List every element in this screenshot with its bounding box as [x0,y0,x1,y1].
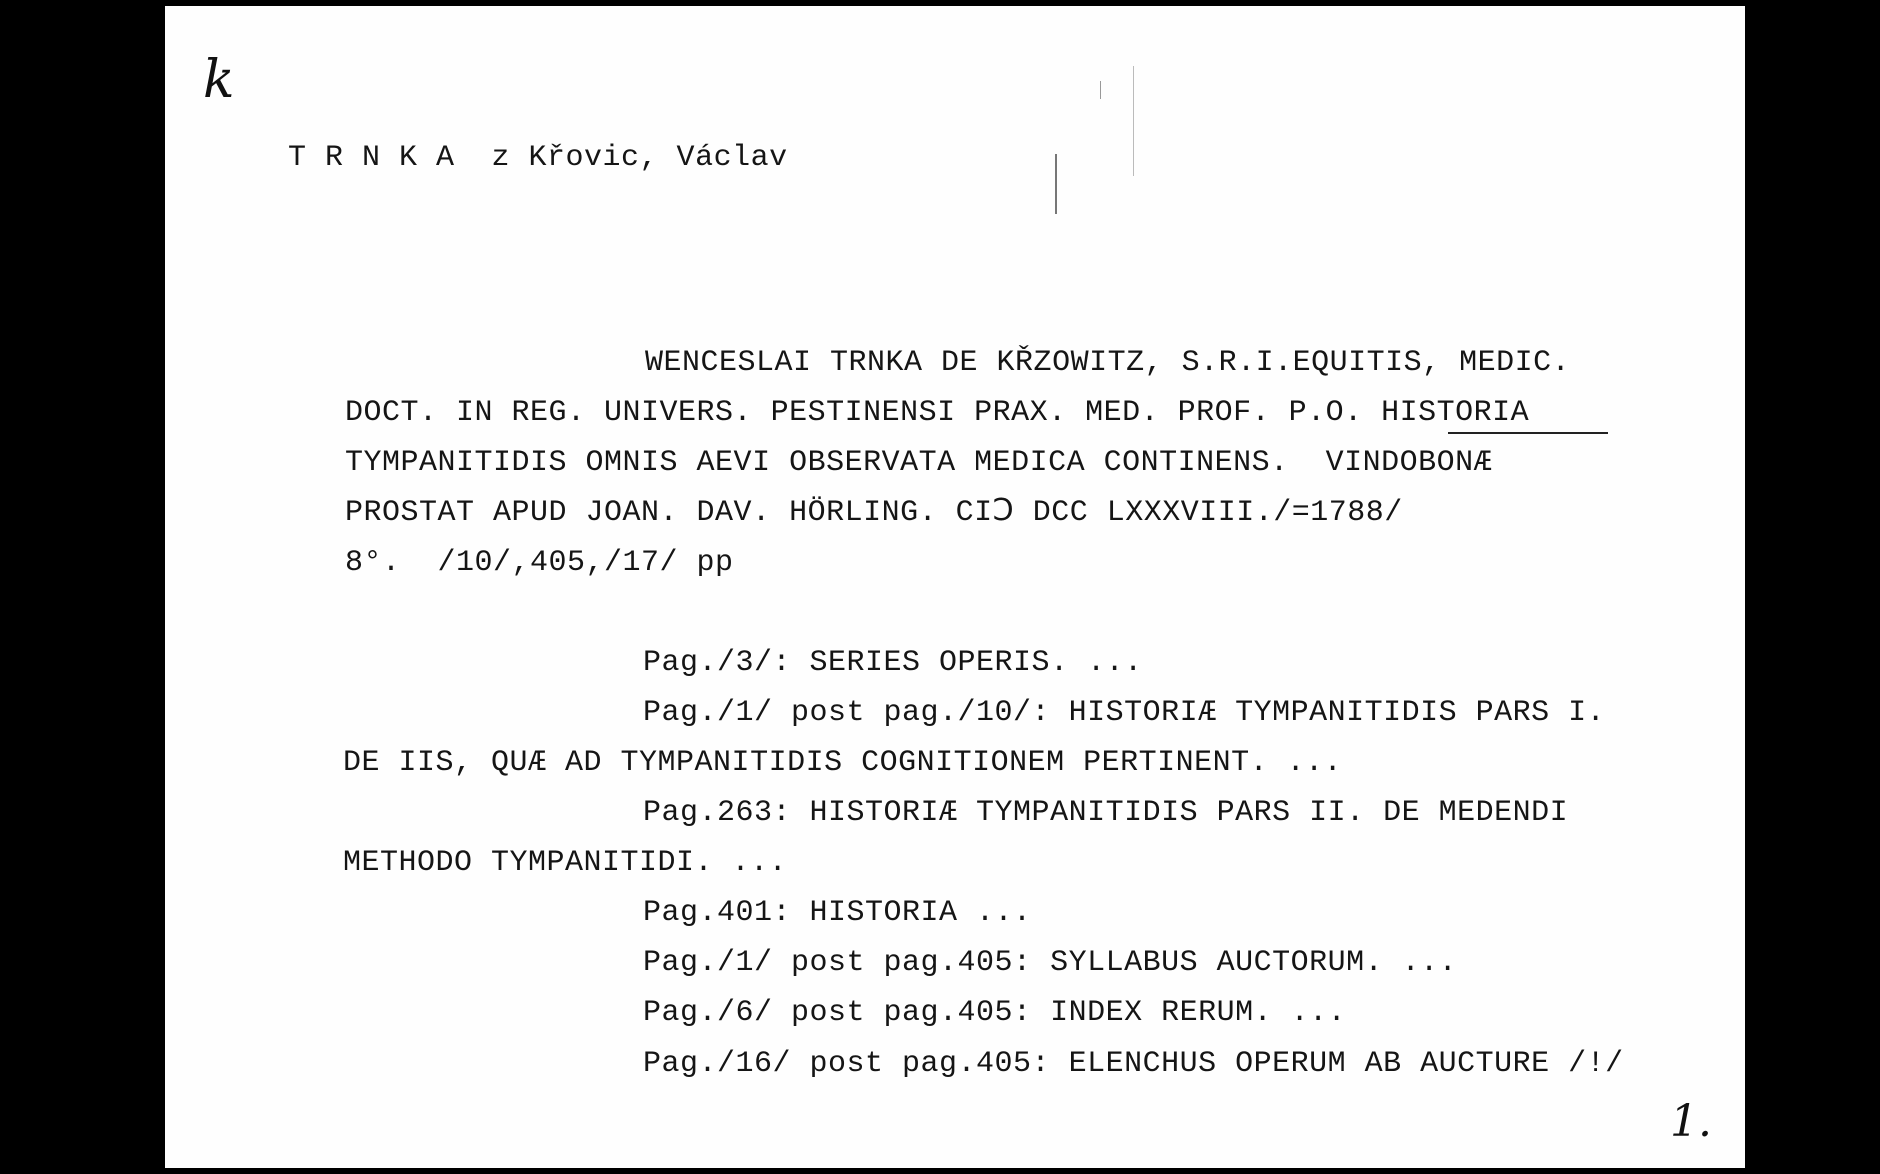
card-heading: T R N K A z Křovic, Václav [288,141,788,175]
catalog-card [165,6,1745,1168]
content-line-7: Pag./1/ post pag.405: SYLLABUS AUCTORUM. ... [643,946,1458,980]
smudge-mark [1133,66,1134,176]
title-line-2: DOCT. IN REG. UNIVERS. PESTINENSI PRAX. MED. PROF. P.O. HISTORIA [345,396,1530,430]
title-line-3: TYMPANITIDIS OMNIS AEVI OBSERVATA MEDICA CONTINENS. VINDOBONÆ [345,446,1493,480]
smudge-mark [1055,154,1057,214]
content-line-8: Pag./6/ post pag.405: INDEX RERUM. ... [643,996,1347,1030]
content-line-4: Pag.263: HISTORIÆ TYMPANITIDIS PARS II. DE MEDENDI [643,796,1569,830]
smudge-mark [1100,81,1101,99]
collation-line: 8°. /10/,405,/17/ pp [345,546,734,580]
content-line-3: DE IIS, QUÆ AD TYMPANITIDIS COGNITIONEM PERTINENT. ... [343,746,1343,780]
content-line-1: Pag./3/: SERIES OPERIS. ... [643,646,1143,680]
content-line-2: Pag./1/ post pag./10/: HISTORIÆ TYMPANITIDIS PARS I. [643,696,1606,730]
content-line-6: Pag.401: HISTORIA ... [643,896,1032,930]
sheet-number: 1. [1670,1096,1712,1147]
content-line-5: METHODO TYMPANITIDI. ... [343,846,788,880]
title-line-4: PROSTAT APUD JOAN. DAV. HÖRLING. CIↃ DCC LXXXVIII./=1788/ [345,496,1403,530]
historia-underline [1448,432,1608,434]
title-line-1: WENCESLAI TRNKA DE KŘZOWITZ, S.R.I.EQUITIS, MEDIC. [645,346,1571,380]
corner-handwritten-mark: k [203,50,235,110]
content-line-9: Pag./16/ post pag.405: ELENCHUS OPERUM AB AUCTURE /!/ [643,1047,1624,1081]
